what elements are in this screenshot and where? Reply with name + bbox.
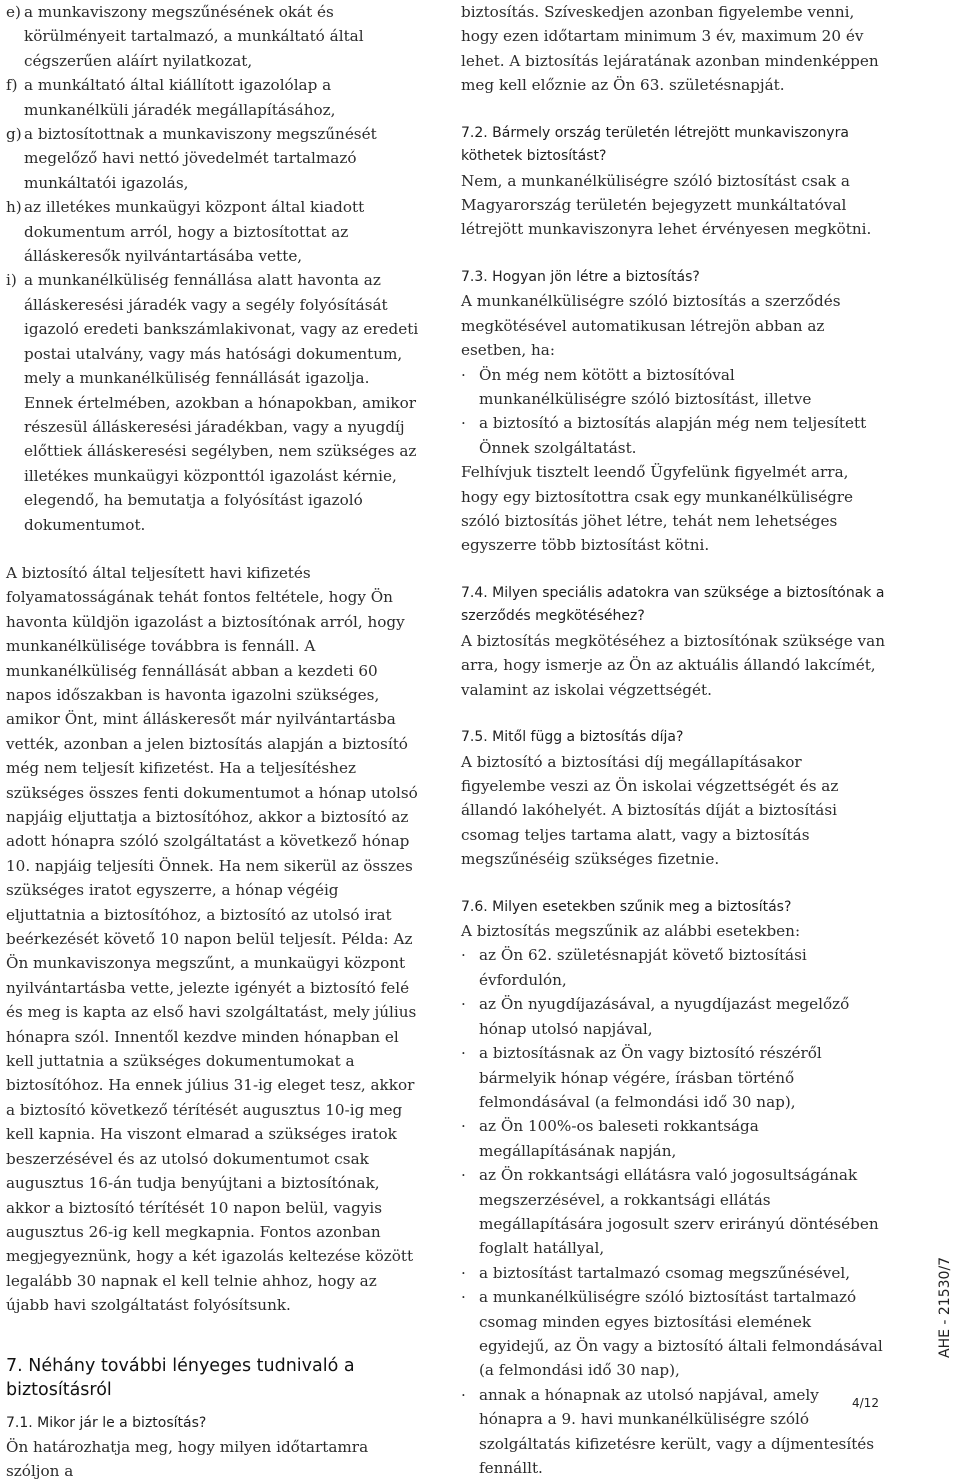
- bullet-dot-icon: ·: [461, 946, 466, 965]
- list-item-e: [6, 0, 422, 73]
- subsection-outro-7-3: Felhívjuk tisztelt leendő Ügyfelünk figyelmét arra, hogy egy biztosítottra csak egy munkanélküliségre szóló biztosítás jöhet létre, tehát nem lehetséges egyszerre több biztosítást kötni.: [461, 463, 854, 555]
- list-item: [461, 1383, 885, 1481]
- list-item-g: [6, 122, 422, 195]
- bullet-dot-icon: ·: [461, 995, 466, 1014]
- list-item: [461, 1261, 885, 1285]
- list-text: a munkanélküliség fennállása alatt havonta az álláskeresési járadék vagy a segély folyósítását igazoló eredeti bankszámlakivonat, vagy az eredeti postai utalvány, vagy más hatósági dokumentum, mely a munkanélküliség fennállását igazolja. Ennek értelmében, azokban a hónapokban, amikor részesül álláskeresési járadékban, vagy a nyugdíj előttiek álláskeresési segélyben, nem szükséges az illetékes munkaügyi központtól igazolást kérnie, elegendő, ha bemutatja a folyósítást igazoló dokumentumot.: [24, 271, 419, 534]
- bullet-text: a munkanélküliségre szóló biztosítást tartalmazó csomag minden egyes biztosítási elemének egyidejű, az Ön vagy a biztosító általi felmondásával (a felmondási idő 30 nap),: [479, 1288, 883, 1380]
- bullet-text: a biztosítást tartalmazó csomag megszűnésével,: [479, 1263, 851, 1282]
- subsection-title-7-6: 7.6. Milyen esetekben szűnik meg a biztosítás?: [461, 898, 792, 915]
- subsection-text-7-1: Ön határozhatja meg, hogy milyen időtartamra szóljon a: [6, 1438, 369, 1481]
- list-text: a biztosítottnak a munkaviszony megszűnését megelőző havi nettó jövedelmét tartalmazó munkáltatói igazolás,: [24, 125, 377, 192]
- list-item: [461, 943, 885, 992]
- subsection-title-7-1: 7.1. Mikor jár le a biztosítás?: [6, 1414, 207, 1431]
- bullet-dot-icon: ·: [461, 1044, 466, 1063]
- list-item: [461, 992, 885, 1041]
- bullet-list-7-6: [461, 943, 885, 1480]
- list-item-i: [6, 268, 422, 536]
- right-column: [461, 0, 885, 1480]
- list-item-h: [6, 195, 422, 268]
- list-item: [461, 363, 885, 412]
- bullet-list-7-3: [461, 363, 885, 461]
- list-text: az illetékes munkaügyi központ által kiadott dokumentum arról, hogy a biztosítottat az álláskeresők nyilvántartásába vette,: [24, 198, 365, 266]
- list-item: [461, 1041, 885, 1114]
- list-label: i): [6, 271, 17, 290]
- list-label: f): [6, 76, 18, 95]
- subsection-intro-7-6: A biztosítás megszűnik az alábbi esetekben:: [461, 922, 801, 941]
- payment-paragraph: A biztosító által teljesített havi kifizetés folyamatosságának tehát fontos feltétele, hogy Ön havonta küldjön igazolást a biztosítónak arról, hogy munkanélkülisége továbbra is fennáll. A munkanélküliség fennállását abban a kezdeti 60 napos időszakban is havonta igazolni szükséges, amikor Önt, mint álláskeresőt már nyilvántartásba vették, azonban a jelen biztosítás alapján a biztosító még nem teljesít kifizetést. Ha a teljesítéshez szükséges összes fenti dokumentumot a hónap utolsó napjáig eljuttatja a biztosítóhoz, akkor a biztosító az adott hónapra szóló szolgáltatást a következő hónap 10. napjáig teljesíti Önnek. Ha nem sikerül az összes szükséges iratot egyszerre, a hónap végéig eljuttatnia a biztosítóhoz, a biztosító az utolsó irat beérkezését követő 10 napon belül teljesít. Példa: Az Ön munkaviszonya megszűnt, a munkaügyi központ nyilvántartásba vette, jelezte igényét a biztosító felé és meg is kapta az első havi szolgáltatást, mely július hónapra szól. Innentől kezdve minden hónapban el kell juttatnia a szükséges dokumentumokat a biztosítóhoz. Ha ennek július 31-ig eleget tesz, akkor a biztosító következő térítését augusztus 10-ig meg kell kapnia. Ha viszont elmarad a szükséges iratok beszerzésével és az utolsó dokumentumot csak augusztus 16-án tudja benyújtani a biztosítónak, akkor a biztosító térítését 10 napon belül, vagyis augusztus 26-ig kell megkapnia. Fontos azonban megjegyeznünk, hogy a két igazolás keltezése között legalább 30 napnak el kell telnie ahhoz, hogy az újabb havi szolgáltatást folyósítsunk.: [6, 563, 418, 1315]
- subsection-title-7-2: 7.2. Bármely ország területén létrejött munkaviszonyra köthetek biztosítást?: [461, 124, 849, 165]
- list-item: [461, 1114, 885, 1163]
- bullet-dot-icon: ·: [461, 1385, 466, 1404]
- bullet-text: az Ön rokkantsági ellátásra való jogosultságának megszerzésével, a rokkantsági ellátás megállapítására jogosult szerv erirányú döntésében foglalt hatállyal,: [479, 1166, 879, 1258]
- subsection-title-7-4: 7.4. Milyen speciális adatokra van szüksége a biztosítónak a szerződés megkötéséhez?: [461, 584, 885, 625]
- list-text: a munkáltató által kiállított igazolólap a munkanélküli járadék megállapításához,: [24, 76, 336, 119]
- bullet-text: Ön még nem kötött a biztosítóval munkanélküliségre szóló biztosítást, illetve: [479, 365, 812, 408]
- bullet-dot-icon: ·: [461, 365, 466, 384]
- bullet-text: az Ön 62. születésnapját követő biztosítási évfordulón,: [479, 946, 807, 989]
- list-text: a munkaviszony megszűnésének okát és körülményeit tartalmazó, a munkáltató által cégszerűen aláírt nyilatkozat,: [24, 3, 364, 70]
- list-label: h): [6, 198, 22, 217]
- list-item: [461, 411, 885, 460]
- list-item: [461, 1163, 885, 1261]
- left-column: [6, 0, 422, 1484]
- subsection-text-7-5: A biztosító a biztosítási díj megállapításakor figyelembe veszi az Ön iskolai végzettségét és az állandó lakóhelyét. A biztosítás díját a biztosítási csomag teljes tartama alatt, vagy a biztosítás megszűnéséig szükséges fizetnie.: [461, 752, 839, 869]
- subsection-title-7-3: 7.3. Hogyan jön létre a biztosítás?: [461, 268, 700, 285]
- list-label: g): [6, 125, 22, 144]
- list-item-f: [6, 73, 422, 122]
- subsection-intro-7-3: A munkanélküliségre szóló biztosítás a szerződés megkötésével automatikusan létrejön abban az esetben, ha:: [461, 292, 841, 360]
- bullet-dot-icon: ·: [461, 1117, 466, 1136]
- document-list: [6, 0, 422, 537]
- subsection-text-7-4: A biztosítás megkötéséhez a biztosítónak szüksége van arra, hogy ismerje az Ön az aktuális állandó lakcímét, valamint az iskolai végzettségét.: [461, 631, 885, 699]
- list-item: [461, 1285, 885, 1383]
- subsection-text-7-2: Nem, a munkanélküliségre szóló biztosítást csak a Magyarország területén bejegyzett munkáltatóval létrejött munkaviszonyra lehet érvényesen megkötni.: [461, 171, 872, 239]
- bullet-dot-icon: ·: [461, 414, 466, 433]
- bullet-dot-icon: ·: [461, 1263, 466, 1282]
- page-number: 4/12: [852, 1396, 879, 1410]
- list-label: e): [6, 3, 21, 21]
- document-code: AHE - 21530/7: [937, 1256, 953, 1358]
- bullet-text: az Ön nyugdíjazásával, a nyugdíjazást megelőző hónap utolsó napjával,: [479, 995, 850, 1038]
- bullet-text: a biztosító a biztosítás alapján még nem teljesített Önnek szolgáltatást.: [479, 414, 867, 457]
- bullet-text: a biztosításnak az Ön vagy biztosító részéről bármelyik hónap végére, írásban történő felmondásával (a felmondási idő 30 nap),: [479, 1044, 822, 1111]
- section-title-7: 7. Néhány további lényeges tudnivaló a biztosításról: [6, 1355, 355, 1400]
- continued-text: biztosítás. Szíveskedjen azonban figyelembe venni, hogy ezen időtartam minimum 3 év, maximum 20 év lehet. A biztosítás lejáratának azonban mindenképpen meg kell előznie az Ön 63. születésnapját.: [461, 3, 879, 95]
- bullet-text: az Ön 100%-os baleseti rokkantsága megállapításának napján,: [479, 1117, 759, 1160]
- bullet-dot-icon: ·: [461, 1166, 466, 1185]
- subsection-title-7-5: 7.5. Mitől függ a biztosítás díja?: [461, 729, 684, 746]
- bullet-text: annak a hónapnak az utolsó napjával, amely hónapra a 9. havi munkanélküliségre szóló szolgáltatás kifizetésre került, vagy a díjmentesítés fennállt.: [479, 1385, 875, 1477]
- bullet-dot-icon: ·: [461, 1288, 466, 1307]
